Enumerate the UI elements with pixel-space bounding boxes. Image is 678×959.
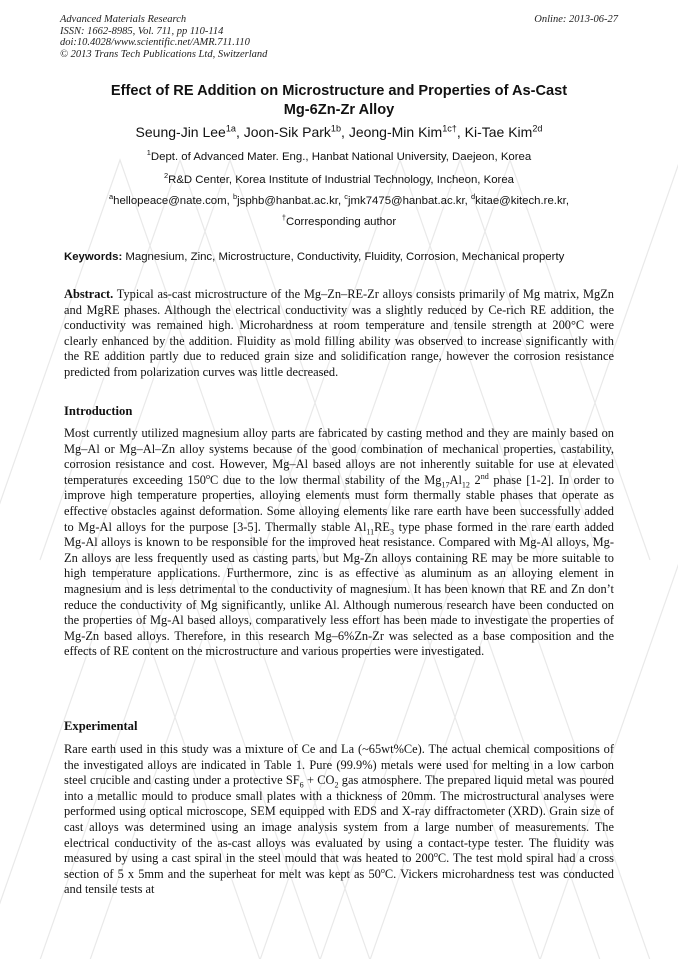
title-line-2: Mg-6Zn-Zr Alloy xyxy=(283,102,395,118)
abstract-label: Abstract. xyxy=(64,287,114,301)
title-line-1: Effect of RE Addition on Microstructure and Properties of As-Cast xyxy=(110,83,568,99)
copyright: © 2013 Trans Tech Publications Ltd, Switzerland xyxy=(60,48,268,60)
author-list xyxy=(40,124,638,140)
experimental-paragraph: Rare earth used in this study was a mixture of Ce and La (~65wt%Ce). The actual chemical compositions of the investigated alloys are indicated in Table 1. Pure (99.9%) metals were used for melting in a low carbon steel crucible and casting under a protective $SF_6 + CO_2$ gas atmosphere. The prepared liquid metal was poured into a metallic mould to produce small plates with a thickness of 20mm. The microstructural analyses were performed using optical microscope, SEM equipped with EDS and X-ray diffractometer (XRD). Grain size of cast alloys was determined using an image analysis system from a large number of measurements. The electrical conductivity of the as-cast alloys was evaluated by using a contact-type tester. The fluidity was measured by using a cast spiral in the steel mould that was heated to 200$^o$C. The test mold spiral had a cross section of 5 x 5mm and the superheat for melt was kept as 50$^o$C. Vickers microhardness test was conducted and tensile tests at xyxy=(64,742,614,897)
keywords xyxy=(64,251,618,263)
abstract xyxy=(64,287,614,381)
author: Joon-Sik Park$^{1b}$, xyxy=(243,123,349,140)
author: Seung-Jin Lee$^{1a}$, xyxy=(135,123,244,140)
online-date: Online: 2013-06-27 xyxy=(534,14,618,25)
affiliation-2: $^2$R&D Center, Korea Institute of Industrial Technology, Incheon, Korea xyxy=(163,171,515,186)
keywords-label: Keywords: xyxy=(64,251,123,263)
experimental-heading: Experimental xyxy=(64,719,138,733)
email-link[interactable]: jmk7475@hanbat.ac.kr, xyxy=(347,195,471,207)
email-link[interactable]: kitae@kitech.re.kr, xyxy=(475,195,569,207)
journal-name: Advanced Materials Research xyxy=(60,14,187,25)
author: Ki-Tae Kim$^{2d}$ xyxy=(464,123,543,140)
introduction-paragraph: Most currently utilized magnesium alloy parts are fabricated by casting method and they are mainly based on Mg–Al or Mg–Al–Zn alloy systems because of the good combination of mechanical properties, castability, corrosion resistance and cost. However, Mg–Al based alloys are not inherently suitable for use at elevated temperatures exceeding 150$^o$C due to the low thermal stability of the $Mg_{17}Al_{12}$ 2nd phase [1-2]. In order to improve high temperature properties, alloying elements must form thermally stable phases that operate as effective obstacles against deformation. Some alloying elements like rare earth have been successfully added to Mg-Al alloys for the purpose [3-5]. Thermally stable $Al_{11}RE_3$ type phase formed in the rare earth added Mg-Al alloys is known to be responsible for the improved heat resistance. Compared with Mg-Al alloys, Mg-Zn alloys are less frequently used as casting parts, but Mg-Zn alloys containing RE may be more suitable to high temperature applications. Furthermore, zinc is as effective as aluminum as an alloying element in magnesium and is less detrimental to the conductivity of magnesium. It has been known that RE and Zn don’t reduce the conductivity of Mg significantly, unlike Al. Although numerous research have been conducted on the properties of Mg-Al based alloys, comparatively less effort has been made to investigate the properties of Mg-Zn based alloys. Therefore, in this research Mg–6%Zn-Zr was selected as a base composition and the effects of RE content on the microstructure and various properties were investigated. xyxy=(64,426,615,659)
paper-title xyxy=(60,82,618,120)
issn: ISSN: 1662-8985, Vol. 711, pp 110-114 xyxy=(60,25,224,37)
email-link[interactable]: jsphb@hanbat.ac.kr, xyxy=(237,195,345,207)
author: Jeong-Min Kim$^{1c\dagger}$, xyxy=(348,123,465,140)
keywords-text: Magnesium, Zinc, Microstructure, Conductivity, Fluidity, Corrosion, Mechanical property xyxy=(122,251,565,263)
introduction-heading: Introduction xyxy=(64,404,133,418)
email-link[interactable]: hellopeace@nate.com, xyxy=(113,195,233,207)
affiliation-1: $^1$Dept. of Advanced Mater. Eng., Hanbat National University, Daejeon, Korea xyxy=(146,148,532,163)
journal-header xyxy=(60,14,618,60)
corresponding-author-note: †Corresponding author xyxy=(281,213,397,228)
abstract-text: Typical as-cast microstructure of the Mg–Zn–RE-Zr alloys consists primarily of Mg matrix, MgZn and MgRE phases. Although the electrical conductivity was a slightly reduced by Ce-rich RE addition, the conductivity was remained high. Microhardness at room temperature and tensile strength at 200°C were clearly enhanced by the addition. Fluidity as mold filling ability was observed to increase significantly with the RE addition partly due to reduced grain size and solidification range, however the corrosion resistance predicted from polarization curves was little decreased. xyxy=(64,287,614,379)
author-emails: $^a$hellopeace@nate.com, $^b$jsphb@hanbat.ac.kr, $^c$jmk7475@hanbat.ac.kr, $^d$kitae@kitech.re.kr, xyxy=(108,192,569,207)
doi: doi:10.4028/www.scientific.net/AMR.711.110 xyxy=(60,37,250,48)
